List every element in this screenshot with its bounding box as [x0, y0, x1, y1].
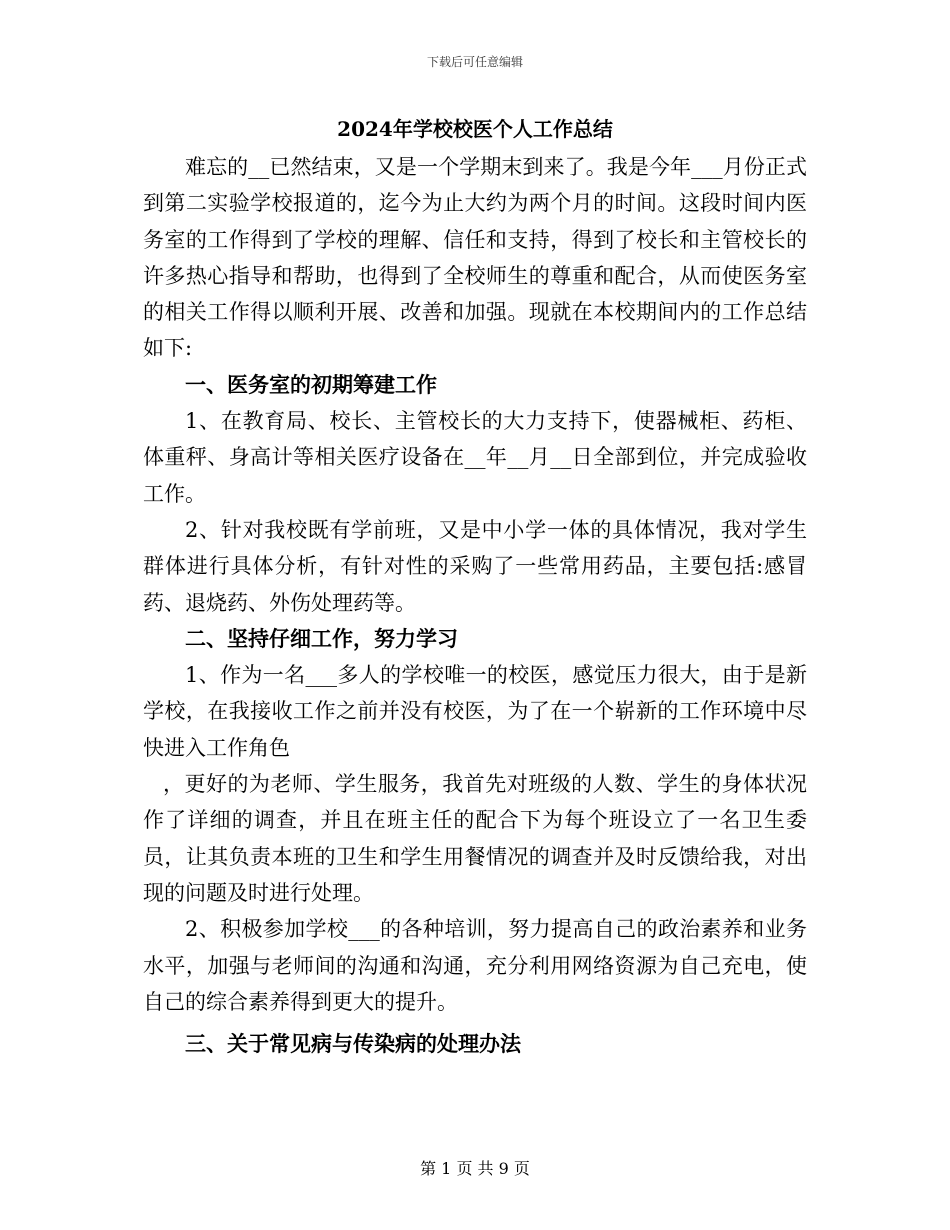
- intro-paragraph: 难忘的__已然结束，又是一个学期末到来了。我是今年___月份正式到第二实验学校报道的，迄今为止大约为两个月的时间。这段时间内医务室的工作得到了学校的理解、信任和支持，得到了校长和主管校长的许多热心指导和帮助，也得到了全校师生的尊重和配合，从而使医务室的相关工作得以顺利开展、改善和加强。现就在本校期间内的工作总结如下:: [143, 155, 807, 361]
- section-heading-3: 三、关于常见病与传染病的处理办法: [185, 1031, 521, 1057]
- document-title: 2024年学校校医个人工作总结: [337, 117, 613, 141]
- section2-paragraph-2: 2、积极参加学校___的各种培训，努力提高自己的政治素养和业务水平，加强与老师间的沟通和沟通，充分利用网络资源为自己充电，使自己的综合素养得到更大的提升。: [143, 917, 807, 1014]
- header-note: 下载后可任意编辑: [426, 55, 523, 69]
- section1-paragraph-2: 2、针对我校既有学前班，又是中小学一体的具体情况，我对学生群体进行具体分析，有针对性的采购了一些常用药品，主要包括:感冒药、退烧药、外伤处理药等。: [143, 517, 807, 615]
- page-number: 第 1 页 共 9 页: [420, 1159, 530, 1178]
- section2-paragraph-1: 1、作为一名___多人的学校唯一的校医，感觉压力很大，由于是新学校，在我接收工作之前并没有校医，为了在一个崭新的工作环境中尽快进入工作角色: [143, 663, 807, 760]
- section-heading-2: 二、坚持仔细工作，努力学习: [185, 625, 458, 651]
- document-body: [143, 112, 807, 1062]
- section2-paragraph-1-continued: ，更好的为老师、学生服务，我首先对班级的人数、学生的身体状况作了详细的调查，并且在班主任的配合下为每个班设立了一名卫生委员，让其负责本班的卫生和学生用餐情况的调查并及时反馈给我，对出现的问题及时进行处理。: [143, 772, 807, 905]
- section-heading-1: 一、医务室的初期筹建工作: [185, 371, 437, 397]
- section1-paragraph-1: 1、在教育局、校长、主管校长的大力支持下，使器械柜、药柜、体重秤、身高计等相关医疗设备在__年__月__日全部到位，并完成验收工作。: [143, 409, 807, 506]
